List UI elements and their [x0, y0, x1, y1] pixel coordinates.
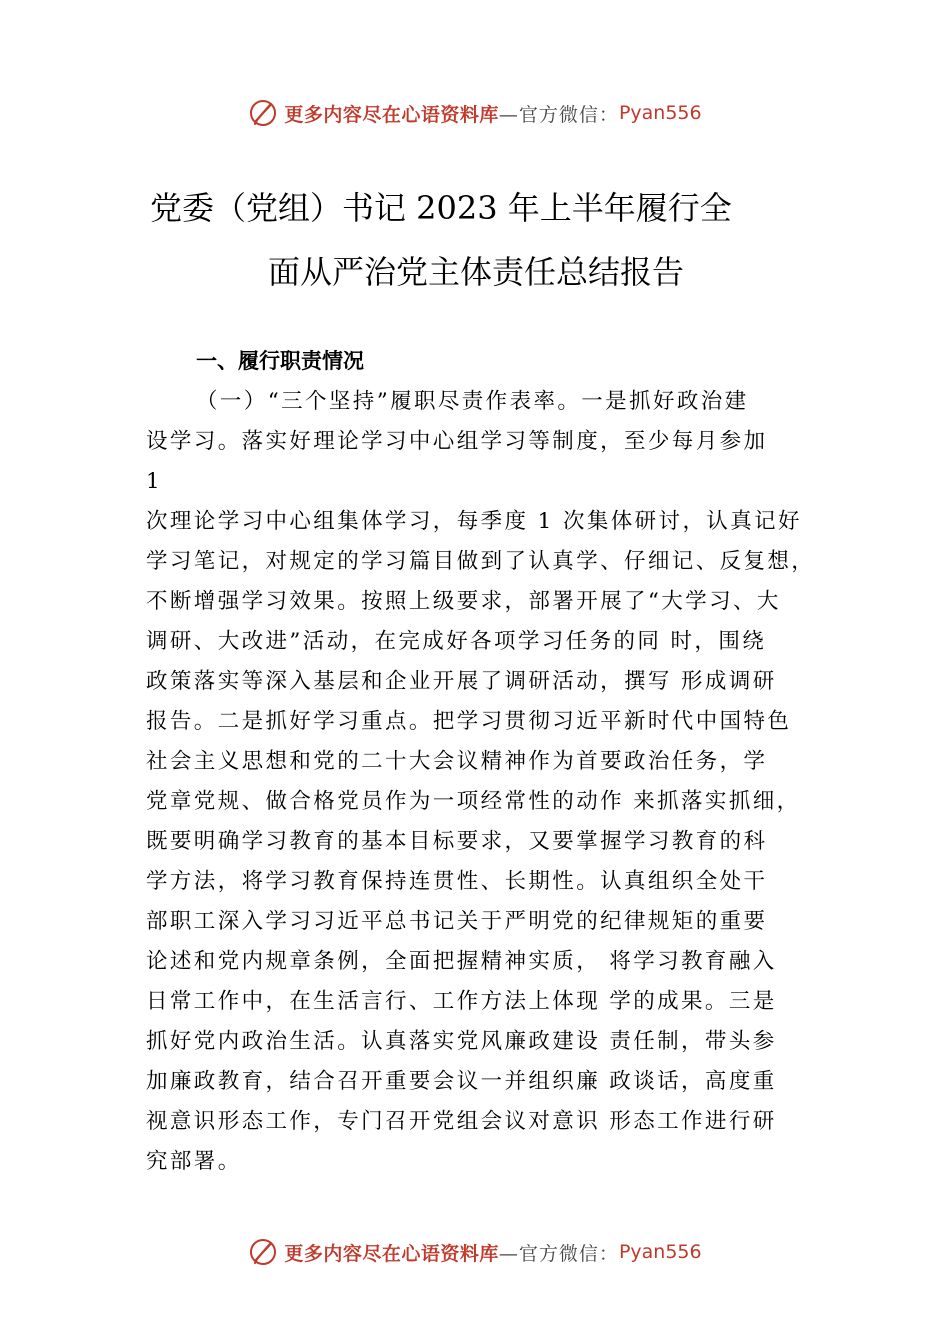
body-line: 不断增强学习效果。按照上级要求，部署开展了“大学习、大 — [146, 589, 781, 614]
feather-quill-icon — [248, 98, 278, 128]
body-line: 论述和党内规章条例，全面把握精神实质， 将学习教育融入 — [146, 949, 777, 974]
body-line: 视意识形态工作，专门召开党组会议对意识 形态工作进行研 — [146, 1109, 777, 1134]
body-line: 究部署。 — [146, 1149, 242, 1174]
body-line: （一）“三个坚持”履职尽责作表率。一是抓好政治建 — [196, 389, 749, 414]
body-line: 部职工深入学习习近平总书记关于严明党的纪律规矩的重要 — [146, 909, 768, 934]
body-line: 次理论学习中心组集体学习，每季度 1 次集体研讨，认真记好 — [146, 509, 802, 534]
body-line: 党章党规、做合格党员作为一项经常性的动作 来抓落实抓细， — [146, 789, 801, 814]
watermark-separator: —官方微信： — [498, 103, 619, 126]
watermark-footer — [0, 1234, 950, 1270]
watermark-wechat-id: Pyan556 — [618, 1241, 702, 1263]
body-line: 1 — [146, 469, 163, 494]
body-line: 既要明确学习教育的基本目标要求，又要掌握学习教育的科 — [146, 829, 768, 854]
body-line: 学习笔记，对规定的学习篇目做到了认真学、仔细记、反复想， — [146, 549, 816, 574]
body-line: 社会主义思想和党的二十大会议精神作为首要政治任务，学 — [146, 749, 768, 774]
body-line: 加廉政教育，结合召开重要会议一并组织廉 政谈话，高度重 — [146, 1069, 777, 1094]
watermark-separator: —官方微信： — [498, 1242, 619, 1265]
body-line: 学方法，将学习教育保持连贯性、长期性。认真组织全处干 — [146, 869, 768, 894]
document-title-line-2: 面从严治党主体责任总结报告 — [268, 253, 685, 291]
feather-quill-icon — [248, 1237, 278, 1267]
body-line: 抓好党内政治生活。认真落实党风廉政建设 责任制，带头参 — [146, 1029, 777, 1054]
section-heading: 一、履行职责情况 — [196, 349, 364, 373]
body-line: 日常工作中，在生活言行、工作方法上体现 学的成果。三是 — [146, 989, 777, 1014]
body-line: 设学习。落实好理论学习中心组学习等制度，至少每月参加 — [146, 429, 768, 454]
watermark-brand: 更多内容尽在心语资料库 — [284, 1242, 499, 1265]
watermark-wechat-id: Pyan556 — [618, 102, 702, 124]
document-title-line-1: 党委（党组）书记 2023 年上半年履行全 — [150, 189, 732, 227]
body-line: 调研、大改进”活动，在完成好各项学习任务的同 时，围绕 — [146, 629, 767, 654]
watermark-brand: 更多内容尽在心语资料库 — [284, 103, 499, 126]
body-line: 报告。二是抓好学习重点。把学习贯彻习近平新时代中国特色 — [146, 709, 792, 734]
watermark-header — [0, 95, 950, 131]
body-line: 政策落实等深入基层和企业开展了调研活动，撰写 形成调研 — [146, 669, 777, 694]
